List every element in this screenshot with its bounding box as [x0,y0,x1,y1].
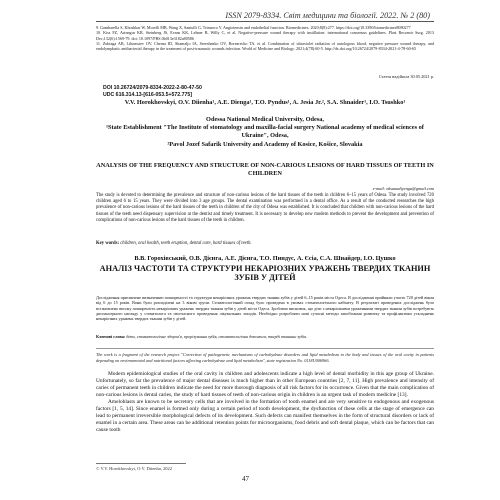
body-paragraph: Ameloblasts are known to be secretory cells that are involved in the formation of tooth enamel and are very sensitive to endogenous and exogenous factors [1, 5, 14]. Since enamel is formed only during a certain period of tooth development, the dysfunction of these cells at the stage of emergence can lead to permanent irreversible morphological defects of its development. Such defects can manifest themselves in the form of structural disorders or lack of enamel in a certain area. These areas can be additional retention points for microorganisms, food debris and soft dental plaque, which can be factors that can cause tooth [96,399,434,433]
reference-item: 10. Kiss FZ, Arinngur KR, Steinberg JS, Evans KK, Lehner B, Willy C, et al. Negative-pressure wound therapy with instillation: international consensus guidelines. Plast Reconstr Surg. 2013 Dec;132(6):1569-79. doi: 10.1097/PRS.0b013e3182a80586 [96,30,434,41]
keywords-en [96,241,434,247]
funding-note: The work is a fragment of the research project "Correction of pathogenetic mechanisms of carbohydrate disorders and lipid metabolism in the body and tissues of the oral cavity in patients depending on environmental and nutritional factors affecting carbohydrate and lipid metabolism", state registration No. 0118U006966. [96,352,434,363]
received-date: Стаття надійшла 30.05.2021 р. [378,74,434,79]
affiliation-line: ¹State Establishment "The Institute of stomatology and maxilla-facial surgery National academy of medical sciences of Ukraine", Odesa, [106,124,424,140]
title-ua: АНАЛІЗ ЧАСТОТИ ТА СТРУКТУРИ НЕКАРІОЗНИХ УРАЖЕНЬ ТВЕРДИХ ТКАНИН ЗУБІВ У ДІТЕЙ [99,264,431,283]
abstract-ua: Дослідження присвячене визначенню поширеності та структури некаріозних уражень твердих тканин зубів у дітей 6–15 років міста Одеса. В дослідженні прийняли участь 720 дітей віком від 6 до 15 років. Вони були розподілені на 3 вікові групи. Стоматологічний огляд було проведено в умовах стоматологічного кабінету. В результаті проведених досліджень було встановлено високу поширеність некаріозних уражень твердих тканин зубів у дітей міста Одеса. Зроблено висновок, що діти з некаріозними ураженнями твердих тканин зубів потребують диспансерного нагляду у стоматолога та своєчасного проведення лікувальних заходів. Необхідно розробляти нові сучасні методи запобігання розвитку та профілактики ускладнень некаріозних уражень твердих тканин зубів у дітей. [96,295,434,322]
copyright-footnote: © V.V. Horokhovskyi, O.V. Diienha, 2022 [96,466,172,471]
header-rule [96,21,434,22]
body-text [96,371,434,434]
authors-en: V.V. Horokhovskyi, O.V. Diienha¹, A.E. Dienga¹, T.O. Pyndus¹, A. Jesia Jr.², S.A. Shnaider¹, I.O. Tsushko¹ [124,99,406,106]
authors-ua: В.В. Горохівський, О.В. Дієнга, А.Е. Дієнга, Т.О. Пиндус, А. Єсіа, С.А. Шнайдер, І.О. Цушко [134,255,396,262]
reference-item: 11. Zubiaga AB, Lihomstev OV, Cherna ID, Shamaljo IA, Sereshenko OV, Rorearecko TA. et al. Combination of ultraviolet radiation of autologous blood, negative pressure wound therapy, and endolymphatic antibacterial therapy in the treatment of post-traumatic wounds infection. World of Medicine and Biology. 2021;4(78):60-5. http://dx.doi.org/10.26724/2079-8334-2021-4-78-60-65 [96,40,434,52]
reference-item: 9. Gambarella S, Khoshkar W, Morelli MB, Wang X, Santulli G, Trimarco V. Angiotensin and endothelial function. Biomedicines. 2020;8(8):277. https://doi.org/10.3390/biomedicines8080277 [96,25,411,30]
page-number: 47 [242,475,249,483]
body-paragraph: Modern epidemiological studies of the oral cavity in children and adolescents indicate a high level of dental morbidity in this age group of Ukraine. Unfortunately, so far the prevalence of major dental diseases is much higher than in other European countries [2, 7, 11]. High prevalence and intensity of caries of permanent teeth in children indicate the need for more thorough diagnosis of all risk factors for its occurrence. Given that the main complication of non-carious lesions is dental caries, the study of hard tissues of teeth of non-carious origin in children is an urgent task of modern medicine [13]. [96,371,434,398]
title-en: ANALYSIS OF THE FREQUENCY AND STRUCTURE OF NON-CARIOUS LESIONS OF HARD TISSUES OF TEETH IN CHILDREN [96,162,434,178]
keywords-label: Ключові слова: [96,334,126,339]
affiliation-line: ²Pavol Jozef Safarik University and Academy of Kosice, Košice, Slovakia [167,140,363,148]
keywords-text: діти, стоматологічне здоров'я, прорізування зубів, стоматологічна допомога, тверді тканини зубів. [126,334,307,339]
footnote-rule [96,463,186,464]
section-divider [96,348,434,349]
journal-header: ISSN 2079-8334. Світ медицини та біології. 2022. № 2 (80) [225,11,430,20]
keywords-ua [96,334,434,339]
affiliation-line: Odessa National Medical University, Odesa, [206,116,324,123]
keywords-label: Key words: [96,241,120,246]
affiliations [96,116,434,149]
reference-list [96,25,434,51]
doi-block [103,85,202,98]
email-contact: e-mail: oksanadiyenga@gmail.com [372,186,434,191]
abstract-en: The study is devoted to determining the prevalence and structure of non-carious lesions of the hard tissues of the teeth in children 6–15 years of Odesa. The study involved 720 children aged 6 to 15 years. They were divided into 3 age groups. The dental examination was performed in a dental office. As a result of the conducted researches the high prevalence of non-carious lesions of the hard tissues of the teeth in children of the city of Odesa was established. It is concluded that children with non-carious lesions of the hard tissues of the teeth need dispensary supervision at the dentist and timely treatment. It is necessary to develop new modern methods to prevent the development and prevention of complications of non-carious lesions of the hard tissues of the teeth in children. [96,193,434,223]
udc-line: UDC 616.314.13-[616-053.5+572.775] [103,91,192,98]
doi-line: DOI 10.26724/2079-8334-2022-2-80-47-50 [103,85,202,91]
keywords-text: children, oral health, teeth eruption, dental care, hard tissues of teeth. [120,241,252,246]
